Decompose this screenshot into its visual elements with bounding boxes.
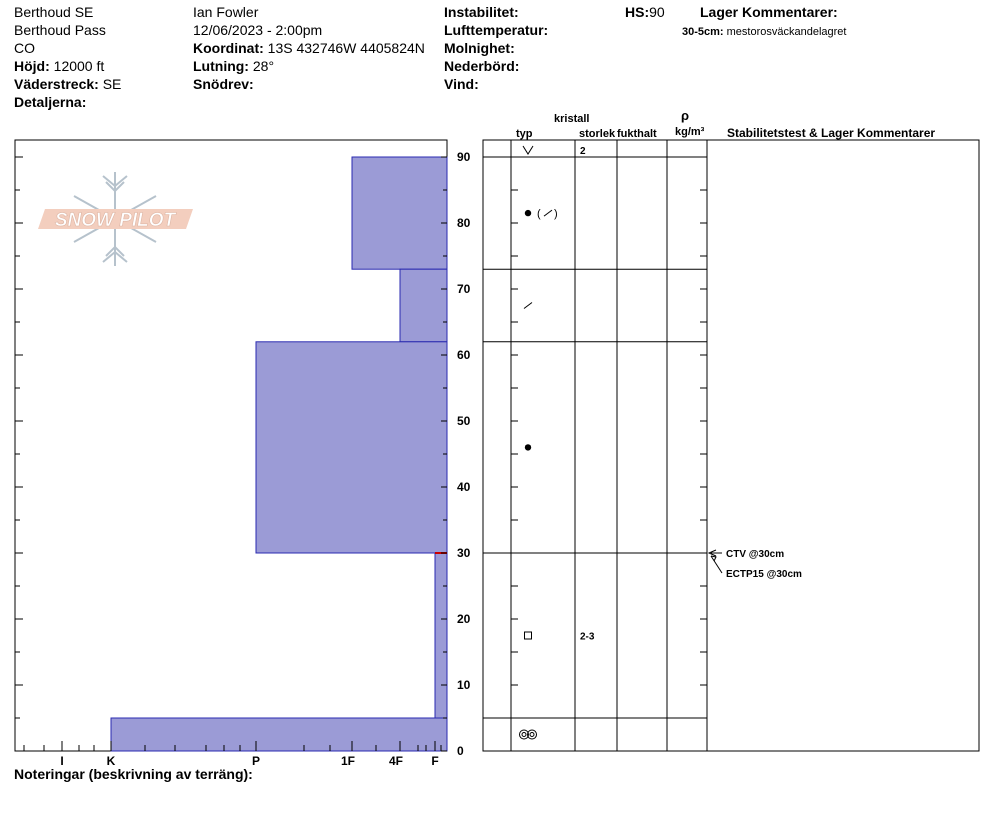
- stability-test-label: ECTP15 @30cm: [726, 569, 802, 580]
- elevation-label: Höjd:: [14, 58, 50, 74]
- coordinates-value: 13S 432746W 4405824N: [267, 40, 425, 56]
- y-tick-label: 10: [457, 678, 471, 692]
- aspect-label: Väderstreck:: [14, 76, 99, 92]
- grain-bracket-right: ): [554, 208, 558, 221]
- hs-value: 90: [649, 4, 665, 20]
- observer-name: Ian Fowler: [193, 4, 259, 20]
- stability-test-label: CTV @30cm: [726, 549, 785, 560]
- y-tick-label: 0: [457, 744, 464, 758]
- grain-symbol: [525, 208, 558, 220]
- precip-particle-icon: [523, 146, 533, 154]
- hardness-bar: [352, 157, 447, 269]
- hardness-tick-label: I: [60, 754, 64, 768]
- snowpilot-logo: [38, 172, 193, 266]
- layer-comments-label: Lager Kommentarer:: [700, 4, 838, 20]
- type-header: typ: [516, 128, 533, 140]
- y-tick-label: 90: [457, 150, 471, 164]
- cloud-label: Molnighet:: [444, 40, 515, 56]
- y-tick-label: 30: [457, 546, 471, 560]
- hardness-tick-label: 1F: [340, 754, 356, 768]
- grain-symbol: [524, 303, 532, 309]
- layer-table: [483, 140, 979, 751]
- hardness-tick-label: F: [431, 754, 439, 768]
- density-unit-header: kg/m³: [675, 126, 705, 138]
- size-header: storlek: [579, 128, 616, 140]
- grain-symbol: [525, 632, 532, 639]
- melt-form-icon-inner: [522, 733, 526, 737]
- hardness-bar: [435, 553, 447, 718]
- y-tick-label: 20: [457, 612, 471, 626]
- hs-label: HS:: [625, 4, 650, 20]
- crystal-header: kristall: [554, 113, 590, 125]
- layer-comment-depth: 30-5cm:: [682, 26, 724, 38]
- y-tick-label: 70: [457, 282, 471, 296]
- precip-label: Nederbörd:: [444, 58, 520, 74]
- hardness-tick-label: P: [251, 754, 261, 768]
- density-rho-header: ρ: [681, 108, 690, 123]
- grain-symbol: [523, 146, 533, 154]
- wind-label: Vind:: [444, 76, 479, 92]
- state-name: CO: [14, 40, 35, 56]
- aspect-value: SE: [102, 76, 122, 92]
- hardness-bar: [111, 718, 447, 751]
- coordinates-label: Koordinat:: [193, 40, 264, 56]
- decomposing-icon: [524, 303, 532, 309]
- hardness-tick-label: K: [106, 754, 116, 768]
- elevation-value: 12000 ft: [53, 58, 105, 74]
- rounded-grain-icon: [525, 444, 531, 450]
- decomposing-icon: [544, 210, 552, 216]
- slope-value: 28°: [252, 58, 275, 74]
- observation-datetime: 12/06/2023 - 2:00pm: [193, 22, 323, 38]
- hardness-bar: [256, 342, 447, 553]
- moisture-header: fukthalt: [617, 128, 657, 140]
- logo-text: SNOW PILOT: [54, 210, 176, 231]
- layer-comment-text: mestorosväckandelagret: [726, 26, 847, 38]
- table-frame: [483, 140, 979, 751]
- details-label: Detaljerna:: [14, 94, 87, 110]
- hardness-tick-label: 4F: [388, 754, 404, 768]
- y-tick-label: 50: [457, 414, 471, 428]
- y-tick-label: 60: [457, 348, 471, 362]
- grain-symbol: [520, 730, 537, 739]
- grain-symbol: [525, 444, 531, 450]
- test-pointer: [711, 556, 722, 573]
- melt-form-icon-inner: [530, 733, 534, 737]
- place-name: Berthoud Pass: [14, 22, 106, 38]
- air-temp-label: Lufttemperatur:: [444, 22, 549, 38]
- rounded-grain-icon: [525, 210, 531, 216]
- hardness-profile: [15, 140, 471, 768]
- hardness-bar: [400, 269, 447, 342]
- faceted-crystal-icon: [525, 632, 532, 639]
- grain-size-label: 2-3: [580, 631, 595, 643]
- wind-loading-label: Snödrev:: [193, 76, 254, 92]
- y-tick-label: 40: [457, 480, 471, 494]
- grain-size-label: 2: [580, 146, 586, 157]
- slope-label: Lutning:: [193, 58, 249, 74]
- grain-bracket-left: (: [537, 208, 541, 221]
- y-tick-label: 80: [457, 216, 471, 230]
- instability-label: Instabilitet:: [444, 4, 519, 20]
- stability-header: Stabilitetstest & Lager Kommentarer: [727, 126, 936, 140]
- location-name: Berthoud SE: [14, 4, 94, 20]
- notes-label: Noteringar (beskrivning av terräng):: [14, 766, 253, 782]
